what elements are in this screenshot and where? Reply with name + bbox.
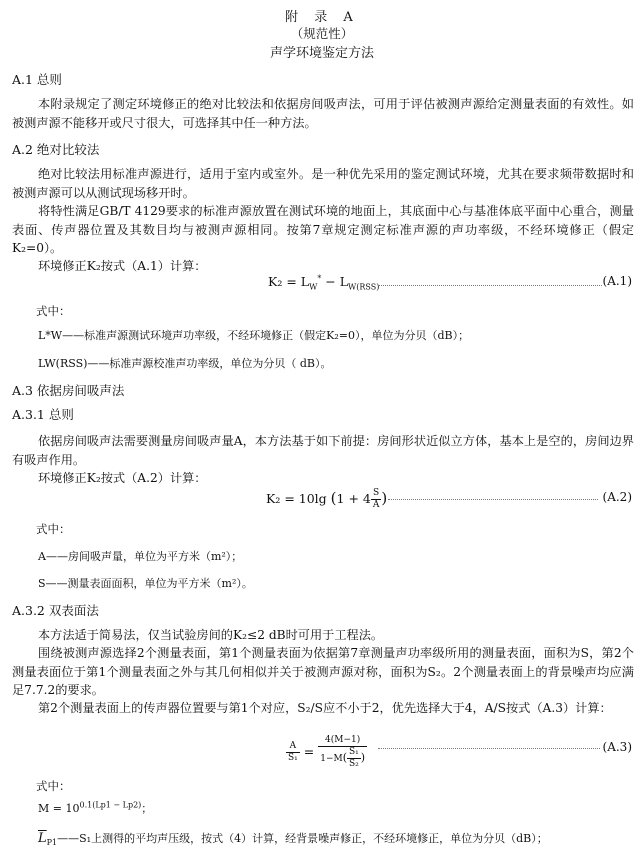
where-label-a2: 式中： [36,522,71,536]
section-a1-heading: A.1 总则 [12,72,62,87]
definition-lp1: $\overline{L}_{P1}——S_1$上测得的平均声压级，按式（4）计算，经背景噪声修正，不经环境修正，单位为分贝（dB）； [38,831,548,848]
equation-a1: $K_2 = L_W^* - L_{W(RSS)}$ (A.1) [268,274,632,292]
section-a1-paragraph: 本附录规定了测定环境修正的绝对比较法和依据房间吸声法，可用于评估被测声源给定测量表面的有效性。如被测声源不能移开或尺寸很大，可选择其中任一种方法。 [12,97,634,130]
section-a32-heading: A.3.2 双表面法 [12,603,99,618]
where-label-a1: 式中： [36,304,71,318]
definition-m: $M = 10^{0.1(Lp1 - Lp2)}$； [38,800,153,815]
section-a2-paragraph-1: 绝对比较法用标准声源进行，适用于室内或室外。是一种优先采用的鉴定测试环境，尤其在要求频带数据时和被测声源可以从测试现场移开时。 [12,167,634,200]
appendix-label: 附 录 A [285,10,359,25]
definition-lw-star: L*W——标准声源测试环境声功率级，不经环境修正（假定K₂=0），单位为分贝（dB）； [38,329,470,342]
section-a32-paragraph-2: 围绕被测声源选择2个测量表面，第1个测量表面为依据第7章测量声功率级所用的测量表面，面积为S，第2个测量表面位于第1个测量表面之外与其几何相似并关于被测声源对称，面积为S₂。2个测量表面上的背景噪声均应满足7.7.2的要求。 [12,646,634,697]
definition-a: A——房间吸声量，单位为平方米（m²）； [38,550,243,563]
section-a3-heading: A.3 依据房间吸声法 [12,383,125,398]
section-a31-paragraph-2: 环境修正K₂按式（A.2）计算： [38,471,207,485]
section-a32-paragraph-1: 本方法适于简易法，仅当试验房间的K₂≤2 dB时可用于工程法。 [38,628,384,642]
definition-s: S——测量表面面积，单位为平方米（m²）。 [38,577,253,590]
equation-a2: K₂ = 10lg (1 + 4 $\frac{S}{A}$ ) (A.2) [266,488,632,510]
where-label-a3: 式中： [36,779,71,793]
equation-a3: $\frac{A}{\text{S₁}}$ = 4(M−1) 1−M( $\frac{\text{S₁}}{\text{S₂}}$ ) (A.3) [288,735,632,769]
section-a2-heading: A.2 绝对比较法 [12,142,100,157]
section-a2-paragraph-3: 环境修正K₂按式（A.1）计算： [38,259,207,273]
section-a32-paragraph-3: 第2个测量表面上的传声器位置要与第1个对应，S₂/S应不小于2，优先选择大于4，A/S按式（A.3）计算： [38,701,612,715]
section-a2-paragraph-2: 将特性满足GB/T 4129要求的标准声源放置在测试环境的地面上，其底面中心与基准体底平面中心重合，测量表面、传声器位置及其数目均与被测声源相同。按第7章规定测定标准声源的声功率级，不经环境修正（假定K₂=0）。 [12,204,634,255]
normative-label: （规范性） [290,26,354,41]
section-a31-heading: A.3.1 总则 [12,407,74,422]
appendix-title: 声学环境鉴定方法 [269,46,374,61]
section-a31-paragraph: 依据房间吸声法需要测量房间吸声量A，本方法基于如下前提：房间形状近似立方体，基本上是空的，房间边界有吸声作用。 [12,434,634,467]
definition-lw-rss: LW(RSS)——标准声源校准声功率级，单位为分贝（ dB）。 [38,357,332,370]
